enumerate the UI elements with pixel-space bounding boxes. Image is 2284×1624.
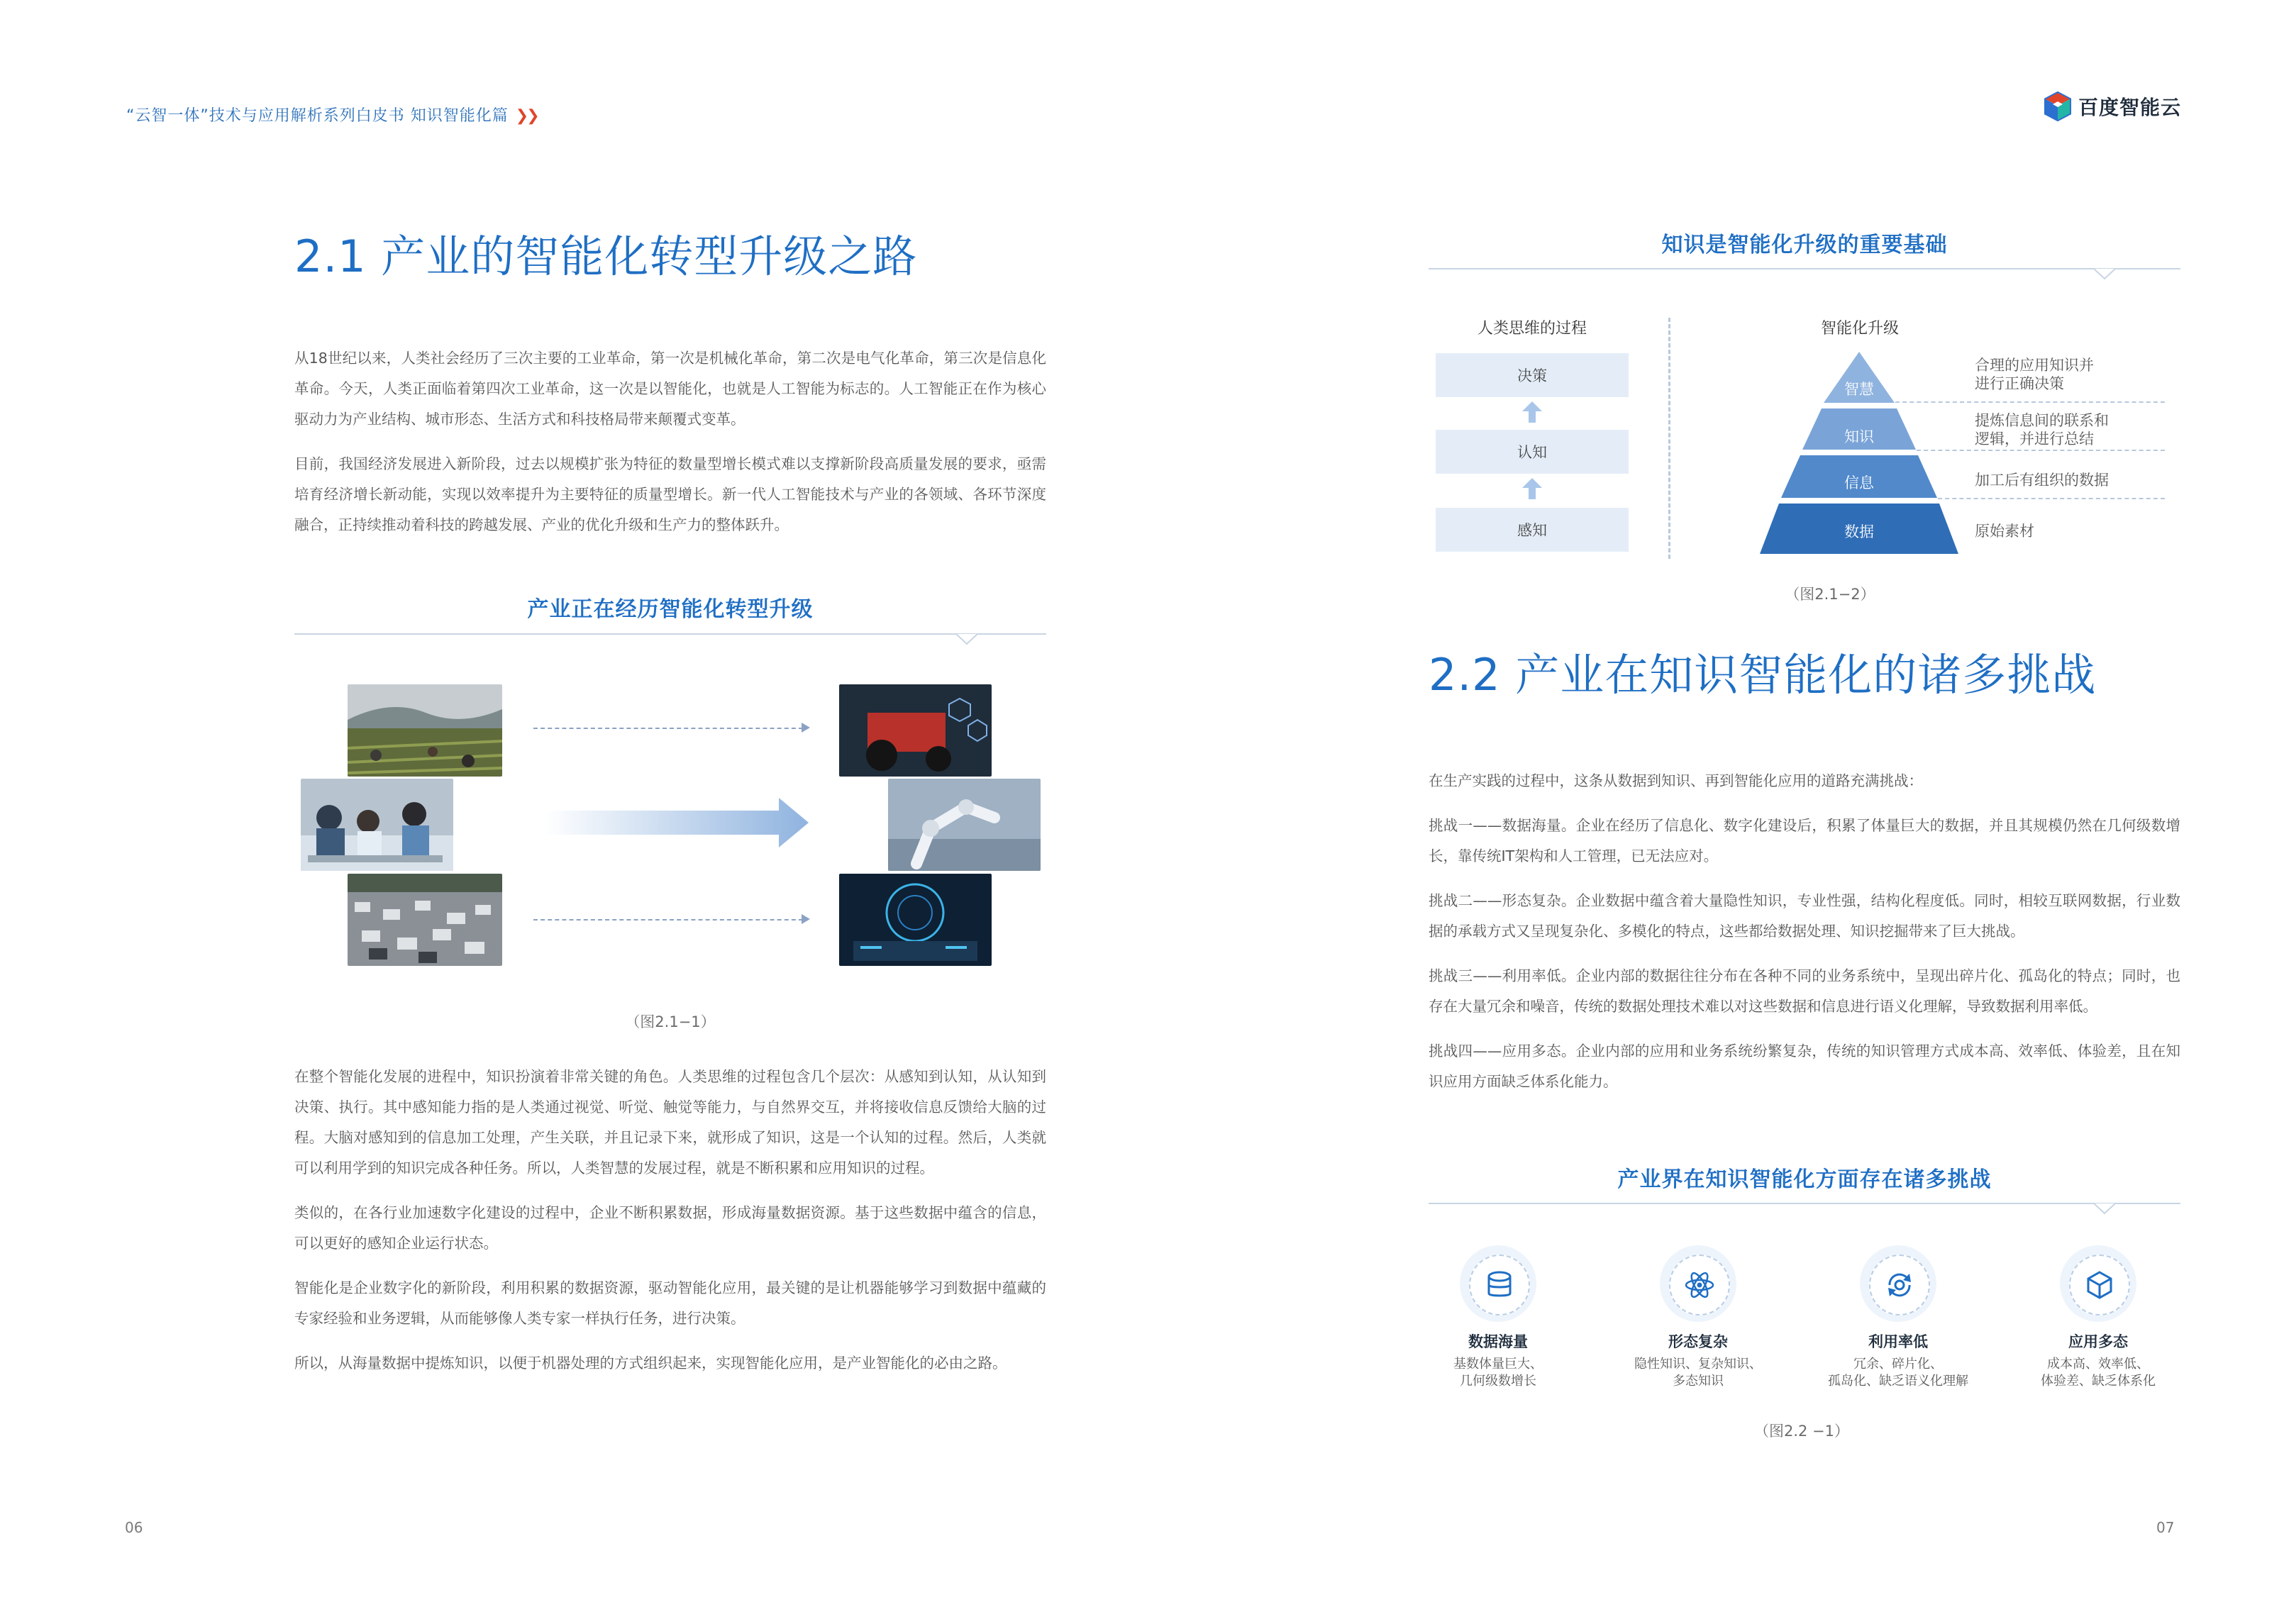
database-icon — [1485, 1270, 1514, 1300]
divider-notch-icon — [2094, 269, 2115, 280]
photo-smart-tractor — [839, 684, 992, 777]
figure-title-knowledge-foundation: 知识是智能化升级的重要基础 — [1661, 233, 1948, 257]
body-text — [294, 1062, 1046, 1393]
human-process-label: 人类思维的过程 — [1477, 320, 1587, 338]
series-title — [126, 104, 538, 126]
challenge-desc-line: 冗余、碎片化、 — [1853, 1357, 1943, 1372]
paragraph: 目前，我国经济发展进入新阶段，过去以规模扩张为特征的数量型增长模式难以支撑新阶段高质量发展的要求，亟需培育经济增长新动能，实现以效率提升为主要特征的质量型增长。新一代人工智能技术与产业的各领域、各环节深度融合，正持续推动着科技的跨越发展、产业的优化升级和生产力的整体跃升。 — [294, 455, 1046, 533]
logo-mark-icon — [2043, 91, 2073, 121]
photo-robot-arm — [888, 779, 1041, 871]
leader-line — [1895, 401, 2165, 403]
vertical-divider — [1668, 318, 1670, 559]
challenges-text — [1429, 766, 2180, 1111]
paragraph: 所以，从海量数据中提炼知识，以便于机器处理的方式组织起来，实现智能化应用，是产业智能化的必由之路。 — [294, 1355, 1007, 1372]
challenge-desc-low-utilization — [1806, 1356, 1990, 1390]
logo-text: 百度智能云 — [2078, 96, 2182, 119]
pyramid-label-information: 信息 — [1844, 474, 1874, 491]
challenge-desc-line: 基数体量巨大、 — [1453, 1357, 1543, 1372]
paragraph: 从18世纪以来，人类社会经历了三次主要的工业革命，第一次是机械化革命，第二次是电气化革命，第三次是信息化革命。今天，人类正面临着第四次工业革命，这一次是以智能化，也就是人工智能为标志的。人工智能正在作为核心驱动力为产业结构、城市形态、生活方式和科技格局带来颠覆式变革。 — [294, 350, 1046, 428]
challenge-desc-line: 隐性知识、复杂知识、 — [1634, 1357, 1762, 1372]
chevron-right-icon: ❯❯ — [515, 107, 538, 125]
pyramid-note-knowledge: 提炼信息间的联系和 逻辑，并进行总结 — [1975, 412, 2109, 447]
challenge-icon-diverse-apps — [2060, 1245, 2136, 1322]
figure-caption-2-1-1: （图2.1−1） — [625, 1013, 716, 1030]
leader-line — [1938, 498, 2165, 499]
challenge-icon-data-volume — [1460, 1245, 1536, 1322]
pyramid-label-wisdom: 智慧 — [1844, 381, 1874, 398]
divider-notch-icon — [2094, 1203, 2115, 1215]
transformation-arrow-icon — [545, 798, 809, 847]
paragraph: 在整个智能化发展的进程中，知识扮演着非常关键的角色。人类思维的过程包含几个层次：从感知到认知，从认知到决策、执行。其中感知能力指的是人类通过视觉、听觉、触觉等能力，与自然界交互，并将接收信息反馈给大脑的过程。大脑对感知到的信息加工处理，产生关联，并且记录下来，就形成了知识，这是一个认知的过程。然后，人类就可以利用学到的知识完成各种任务。所以，人类智慧的发展过程，就是不断积累和应用知识的过程。 — [294, 1068, 1046, 1177]
paragraph: 智能化是企业数字化的新阶段，利用积累的数据资源，驱动智能化应用，最关键的是让机器能够学习到数据中蕴藏的专家经验和业务逻辑，从而能够像人类专家一样执行任务，进行决策。 — [294, 1279, 1046, 1327]
dashed-arrow-line — [533, 728, 803, 729]
arrow-head-icon — [802, 723, 810, 733]
challenge-desc-data-volume — [1406, 1356, 1590, 1390]
paragraph: 类似的，在各行业加速数字化建设的过程中，企业不断积累数据，形成海量数据资源。基于这些数据中蕴含的信息，可以更好的感知企业运行状态。 — [294, 1204, 1046, 1252]
pyramid-note-wisdom: 合理的应用知识并 进行正确决策 — [1975, 357, 2094, 392]
arrow-up-icon — [1522, 478, 1542, 499]
cycle-icon — [1884, 1269, 1915, 1301]
baidu-ai-cloud-logo — [2043, 91, 2181, 122]
pyramid-note-information: 加工后有组织的数据 — [1975, 472, 2109, 489]
pyramid-note-data: 原始素材 — [1975, 523, 2034, 540]
figure-caption-2-1-2: （图2.1−2） — [1785, 586, 1875, 603]
challenge-title-diverse-apps: 应用多态 — [2068, 1333, 2128, 1350]
challenge-icon-low-utilization — [1860, 1245, 1936, 1322]
pyramid-label-data: 数据 — [1844, 523, 1874, 540]
challenge-desc-complex-forms — [1606, 1356, 1790, 1390]
section-heading-2-2: 2.2 产业在知识智能化的诸多挑战 — [1429, 649, 2097, 701]
arrow-up-icon — [1522, 401, 1542, 423]
divider — [294, 633, 1046, 635]
challenge-icon-complex-forms — [1660, 1245, 1736, 1322]
leader-line — [1917, 450, 2165, 451]
photo-factory-workers — [301, 779, 453, 871]
intro-text — [294, 343, 1046, 555]
page-number-right: 07 — [2156, 1519, 2175, 1536]
paragraph: 在生产实践的过程中，这条从数据到知识、再到智能化应用的道路充满挑战： — [1429, 772, 1923, 789]
paragraph: 挑战一——数据海量。企业在经历了信息化、数字化建设后，积累了体量巨大的数据，并且其规模仍然在几何级数增长，靠传统IT架构和人工管理，已无法应对。 — [1429, 817, 2180, 864]
ai-upgrade-label: 智能化升级 — [1820, 320, 1899, 338]
challenge-desc-line: 孤岛化、缺乏语义化理解 — [1828, 1374, 1968, 1389]
figure-title-challenges: 产业界在知识智能化方面存在诸多挑战 — [1617, 1167, 1992, 1192]
series-title-text: “云智一体”技术与应用解析系列白皮书 知识智能化篇 — [126, 107, 509, 125]
divider — [1429, 1203, 2180, 1204]
challenge-title-data-volume: 数据海量 — [1468, 1333, 1528, 1350]
challenge-title-low-utilization: 利用率低 — [1868, 1333, 1928, 1350]
divider-notch-icon — [956, 634, 977, 645]
divider — [1429, 268, 2180, 269]
challenge-desc-diverse-apps — [2006, 1356, 2190, 1390]
figure-title-transformation: 产业正在经历智能化转型升级 — [527, 597, 814, 622]
challenge-desc-line: 多态知识 — [1673, 1374, 1724, 1389]
photo-traffic — [348, 874, 502, 966]
dashed-arrow-line — [533, 919, 803, 921]
step-decision: 决策 — [1436, 353, 1629, 397]
arrow-head-icon — [802, 914, 810, 924]
challenge-desc-line: 体验差、缺乏体系化 — [2041, 1374, 2156, 1389]
section-heading-2-1: 2.1 产业的智能化转型升级之路 — [294, 230, 918, 282]
step-perception: 感知 — [1436, 508, 1629, 552]
figure-caption-2-2-1: （图2.2 −1） — [1753, 1423, 1850, 1440]
photo-farmland — [348, 684, 502, 777]
pyramid-label-knowledge: 知识 — [1844, 428, 1874, 445]
paragraph: 挑战三——利用率低。企业内部的数据往往分布在各种不同的业务系统中，呈现出碎片化、孤岛化的特点；同时，也存在大量冗余和噪音，传统的数据处理技术难以对这些数据和信息进行语义化理解，导致数据利用率低。 — [1429, 967, 2180, 1015]
step-cognition: 认知 — [1436, 430, 1629, 474]
paragraph: 挑战四——应用多态。企业内部的应用和业务系统纷繁复杂，传统的知识管理方式成本高、效率低、体验差，且在知识应用方面缺乏体系化能力。 — [1429, 1042, 2180, 1090]
challenge-title-complex-forms: 形态复杂 — [1668, 1333, 1728, 1350]
page-number-left: 06 — [125, 1519, 143, 1536]
challenge-desc-line: 成本高、效率低、 — [2047, 1357, 2149, 1372]
paragraph: 挑战二——形态复杂。企业数据中蕴含着大量隐性知识，专业性强，结构化程度低。同时，相较互联网数据，行业数据的承载方式又呈现复杂化、多模化的特点，这些都给数据处理、知识挖掘带来了巨大挑战。 — [1429, 892, 2180, 940]
challenge-desc-line: 几何级数增长 — [1460, 1374, 1536, 1389]
cube-icon — [2084, 1269, 2115, 1301]
atom-icon — [1684, 1269, 1715, 1301]
photo-smart-cockpit — [839, 874, 992, 966]
